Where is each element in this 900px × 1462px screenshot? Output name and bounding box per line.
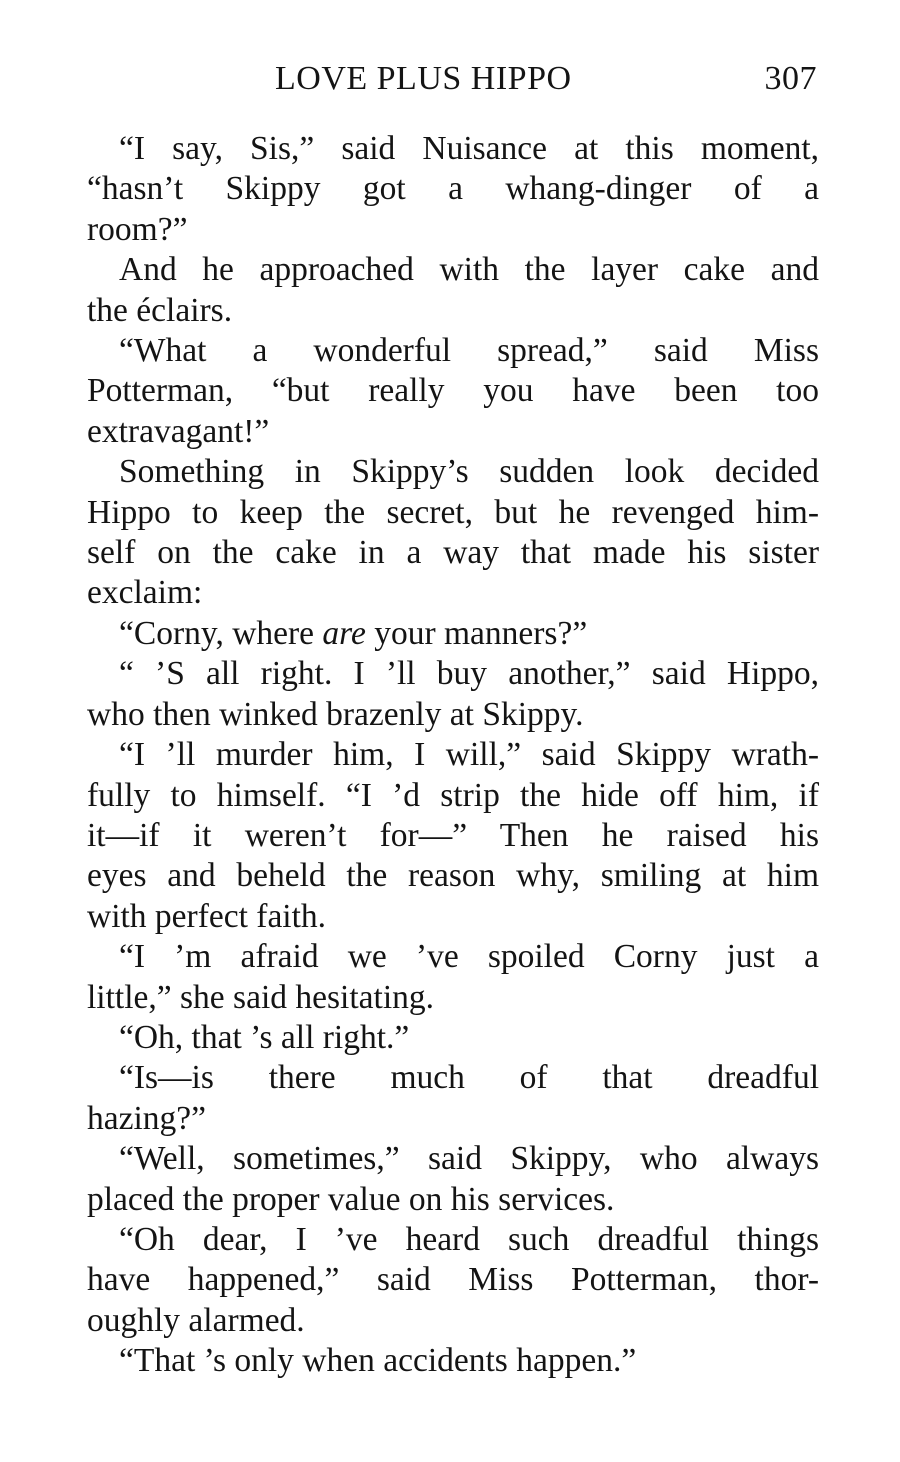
text-line: self on the cake in a way that made his sister bbox=[87, 534, 819, 572]
text-line: fully to himself. “I ’d strip the hide off him, if bbox=[87, 776, 819, 814]
text-line: exclaim: bbox=[87, 574, 203, 612]
text-line: the éclairs. bbox=[87, 291, 233, 329]
paragraph bbox=[87, 1058, 819, 1139]
text-line: eyes and beheld the reason why, smiling at him bbox=[87, 857, 819, 895]
paragraph bbox=[87, 654, 819, 735]
text-line: “I say, Sis,” said Nuisance at this moment, bbox=[119, 130, 819, 167]
text-line: oughly alarmed. bbox=[87, 1301, 305, 1339]
text-line: have happened,” said Miss Potterman, thor- bbox=[87, 1261, 819, 1299]
book-page bbox=[87, 0, 819, 1462]
running-head bbox=[87, 60, 819, 108]
running-title: LOVE PLUS HIPPO bbox=[275, 60, 572, 97]
paragraph bbox=[87, 1341, 819, 1381]
text-line: “What a wonderful spread,” said Miss bbox=[119, 332, 819, 370]
text-run: your manners?” bbox=[365, 614, 588, 652]
text-line: Something in Skippy’s sudden look decided bbox=[119, 453, 819, 491]
text-line: room?” bbox=[87, 210, 188, 248]
text-line: who then winked brazenly at Skippy. bbox=[87, 695, 584, 733]
paragraph bbox=[87, 1018, 819, 1058]
text-line: Potterman, “but really you have been too bbox=[87, 372, 819, 410]
paragraph bbox=[87, 331, 819, 452]
text-line: “That ’s only when accidents happen.” bbox=[119, 1342, 637, 1380]
text-run: “Corny, where bbox=[119, 614, 323, 652]
text-line: with perfect faith. bbox=[87, 897, 327, 935]
text-line: “ ’S all right. I ’ll buy another,” said Hippo, bbox=[119, 655, 819, 693]
text-line bbox=[87, 614, 819, 654]
text-line: Hippo to keep the secret, but he revenged him- bbox=[87, 493, 819, 531]
body-text bbox=[87, 129, 819, 1382]
paragraph bbox=[87, 614, 819, 654]
paragraph bbox=[87, 735, 819, 937]
text-line: “Well, sometimes,” said Skippy, who always bbox=[119, 1140, 819, 1178]
paragraph bbox=[87, 129, 819, 250]
text-line: placed the proper value on his services. bbox=[87, 1180, 615, 1218]
text-line: “I ’m afraid we ’ve spoiled Corny just a bbox=[119, 938, 819, 976]
emphasized-word: are bbox=[322, 614, 366, 652]
text-line: little,” she said hesitating. bbox=[87, 978, 435, 1016]
paragraph bbox=[87, 937, 819, 1018]
paragraph bbox=[87, 452, 819, 614]
page-number: 307 bbox=[764, 60, 817, 97]
text-line: And he approached with the layer cake and bbox=[119, 251, 819, 289]
paragraph bbox=[87, 1139, 819, 1220]
text-line: extravagant!” bbox=[87, 412, 270, 450]
text-line: it—if it weren’t for—” Then he raised his bbox=[87, 816, 819, 854]
paragraph bbox=[87, 250, 819, 331]
text-line: “Is—is there much of that dreadful bbox=[119, 1059, 819, 1097]
text-line: “hasn’t Skippy got a whang-dinger of a bbox=[87, 170, 819, 208]
paragraph bbox=[87, 1220, 819, 1341]
text-line: “I ’ll murder him, I will,” said Skippy wrath- bbox=[119, 736, 819, 774]
text-line: “Oh, that ’s all right.” bbox=[119, 1018, 410, 1056]
text-line: “Oh dear, I ’ve heard such dreadful things bbox=[119, 1220, 819, 1258]
text-line: hazing?” bbox=[87, 1099, 207, 1137]
